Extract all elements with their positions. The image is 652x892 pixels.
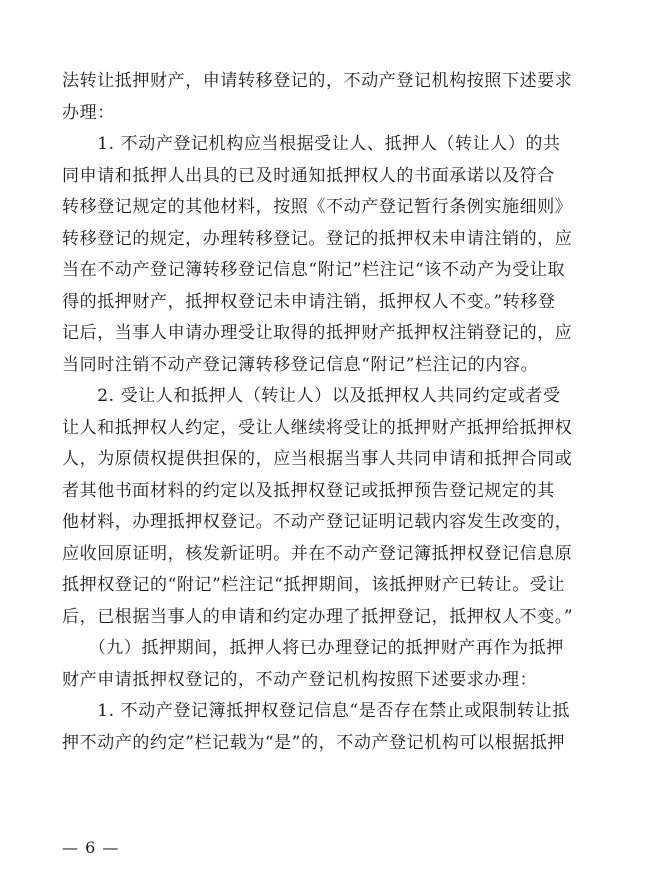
text-line: （九）抵押期间，抵押人将已办理登记的抵押财产再作为抵押: [62, 638, 564, 658]
text-line: 得的抵押财产，抵押权登记未申请注销，抵押权人不变。”转移登: [62, 291, 556, 312]
text-line: 当同时注销不动产登记簿转移登记信息“附记”栏注记的内容。: [62, 354, 539, 375]
text-line: 抵押权登记的“附记”栏注记“抵押期间，该抵押财产已转让。受让: [62, 575, 566, 595]
text-line: 押不动产的约定”栏记载为“是”的，不动产登记机构可以根据抵押: [62, 732, 566, 753]
text-line: 转移登记的规定，办理转移登记。登记的抵押权未申请注销的，应: [62, 228, 573, 249]
document-body: [62, 66, 602, 759]
text-line: 转移登记规定的其他材料，按照《不动产登记暂行条例实施细则》: [62, 197, 573, 217]
text-line: 2. 受让人和抵押人（转让人）以及抵押权人共同约定或者受: [62, 386, 561, 406]
text-line: 当在不动产登记簿转移登记信息“附记”栏注记“该不动产为受让取: [62, 260, 566, 280]
text-line: 法转让抵押财产，申请转移登记的，不动产登记机构按照下述要求: [62, 71, 573, 91]
page-number: — 6 —: [62, 838, 120, 857]
text-line: 后，已根据当事人的申请和约定办理了抵押登记，抵押权人不变。”: [62, 606, 574, 627]
text-line: 他材料，办理抵押权登记。不动产登记证明记载内容发生改变的，: [62, 512, 573, 532]
text-line: 人，为原债权提供担保的，应当根据当事人共同申请和抵押合同或: [62, 449, 573, 469]
text-line: 同申请和抵押人出具的已及时通知抵押权人的书面承诺以及符合: [62, 165, 555, 186]
text-line: 应收回原证明，核发新证明。并在不动产登记簿抵押权登记信息原: [62, 543, 573, 564]
text-line: 财产申请抵押权登记的，不动产登记机构按照下述要求办理：: [62, 669, 538, 690]
text-line: 让人和抵押权人约定，受让人继续将受让的抵押财产抵押给抵押权: [62, 417, 573, 438]
text-line: 1. 不动产登记机构应当根据受让人、抵押人（转让人）的共: [62, 134, 561, 154]
text-line: 记后，当事人申请办理受让取得的抵押财产抵押权注销登记的，应: [62, 323, 573, 343]
text-line: 1. 不动产登记簿抵押权登记信息“是否存在禁止或限制转让抵: [62, 701, 570, 721]
text-line: 者其他书面材料的约定以及抵押权登记或抵押预告登记规定的其: [62, 480, 555, 501]
text-line: 办理：: [62, 102, 115, 123]
